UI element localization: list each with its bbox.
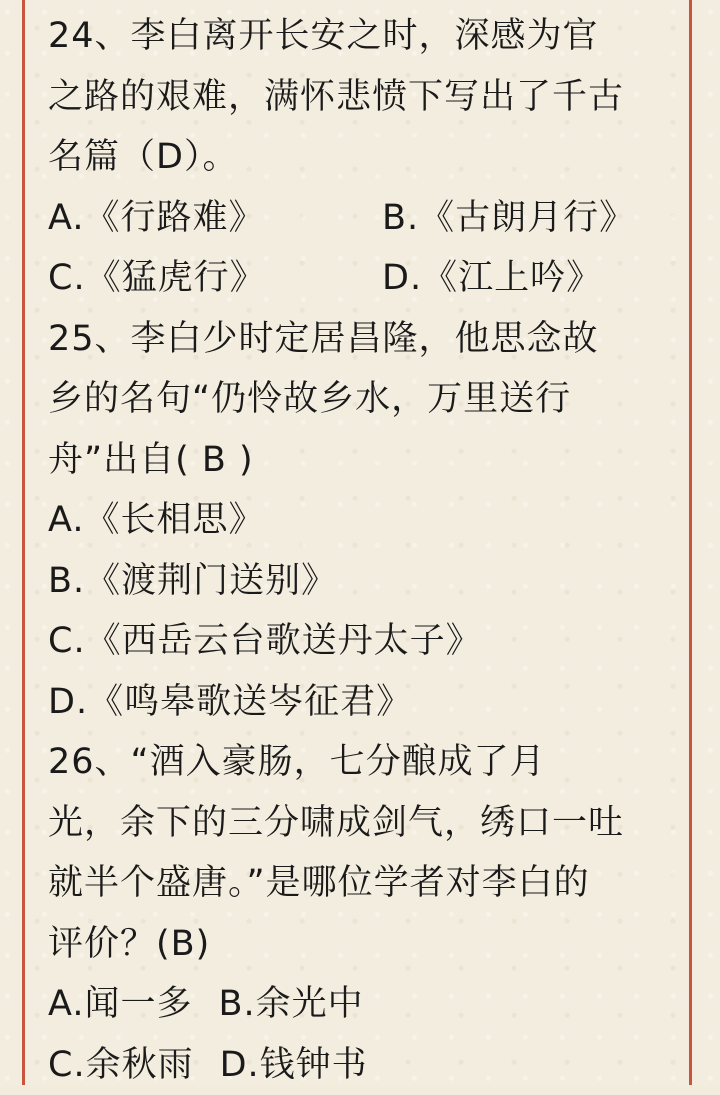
left-margin-line: [22, 0, 25, 1085]
q25-text-line-3: 舟”出自( B ): [48, 430, 678, 491]
q26-text-line-2: 光，余下的三分啸成剑气，绣口一吐: [48, 793, 678, 854]
q26-text-line-4: 评价？(B): [48, 914, 678, 975]
q26-options-ab: [48, 974, 678, 1035]
q24-text-line-3: 名篇（D）。: [48, 127, 678, 188]
q24-options-cd: [48, 248, 678, 309]
q25-option-d: D.《鸣皋歌送岑征君》: [48, 672, 678, 733]
q24-option-c: C.《猛虎行》: [48, 248, 382, 309]
q26-option-b: B.余光中: [218, 984, 363, 1024]
q25-option-c: C.《西岳云台歌送丹太子》: [48, 611, 678, 672]
q25-text-line-1: 25、李白少时定居昌隆，他思念故: [48, 309, 678, 370]
q25-option-b: B.《渡荆门送别》: [48, 551, 678, 612]
q26-options-cd: [48, 1035, 678, 1095]
q24-option-d: D.《江上吟》: [382, 248, 602, 309]
q24-text-line-1: 24、李白离开长安之时，深感为官: [48, 6, 678, 67]
q26-text-line-3: 就半个盛唐。”是哪位学者对李白的: [48, 853, 678, 914]
right-margin-line: [689, 0, 692, 1085]
q24-text-line-2: 之路的艰难，满怀悲愤下写出了千古: [48, 67, 678, 128]
q26-option-a: A.闻一多: [48, 984, 192, 1024]
q25-option-a: A.《长相思》: [48, 490, 678, 551]
q25-text-line-2: 乡的名句“仍怜故乡水，万里送行: [48, 369, 678, 430]
q24-option-b: B.《古朗月行》: [382, 188, 635, 249]
q26-option-c: C.余秋雨: [48, 1045, 194, 1085]
q26-option-d: D.钱钟书: [220, 1045, 368, 1085]
q24-option-a: A.《行路难》: [48, 188, 382, 249]
q24-options-ab: [48, 188, 678, 249]
quiz-content: [48, 0, 678, 1095]
q26-text-line-1: 26、“酒入豪肠，七分酿成了月: [48, 732, 678, 793]
